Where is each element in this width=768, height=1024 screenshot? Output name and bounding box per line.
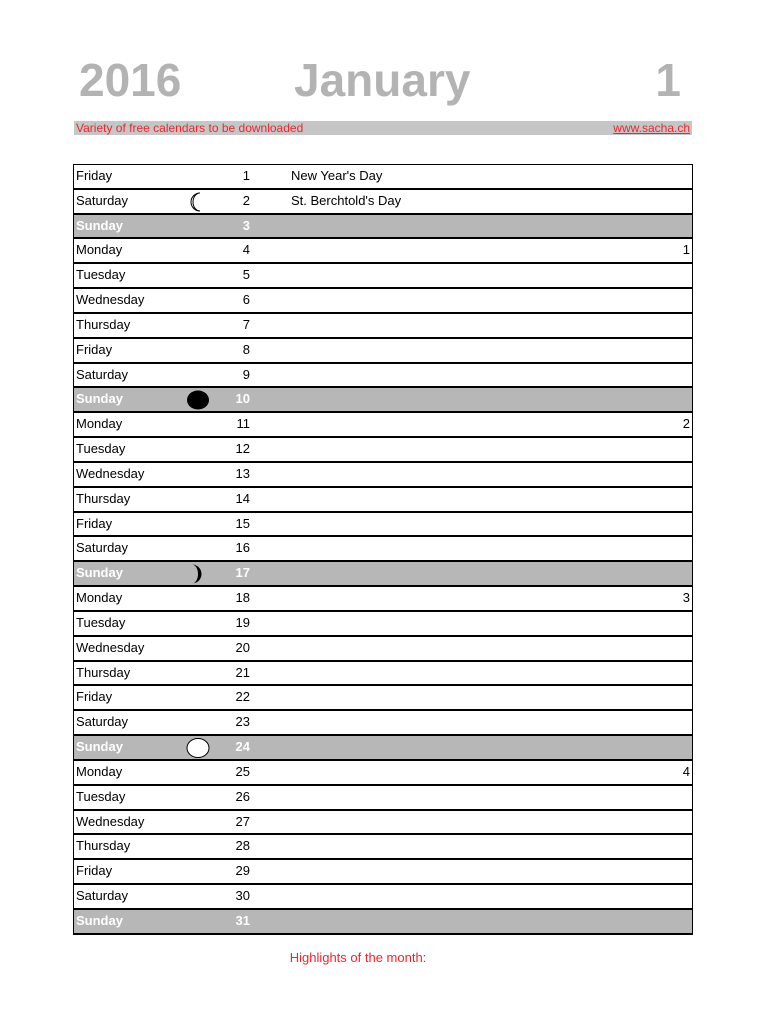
date-number: 28 — [235, 838, 250, 854]
day-row — [74, 885, 692, 910]
day-row — [74, 364, 692, 389]
day-row — [74, 711, 692, 736]
weekday-label: Monday — [76, 763, 123, 779]
promo-text: Variety of free calendars to be downloaded — [76, 121, 304, 135]
weekday-label: Friday — [76, 689, 113, 705]
date-number: 16 — [235, 540, 250, 556]
weekday-label: Thursday — [76, 316, 131, 332]
promo-banner — [74, 121, 692, 135]
website-link[interactable]: www.sacha.ch — [613, 121, 690, 135]
weekday-label: Saturday — [76, 366, 129, 382]
date-number: 11 — [236, 416, 250, 432]
weekday-label: Saturday — [76, 888, 129, 904]
weekday-label: Friday — [76, 341, 113, 357]
week-number: 2 — [682, 416, 690, 432]
date-number: 20 — [235, 639, 250, 655]
date-number: 1 — [242, 168, 250, 183]
holiday-label: New Year's Day — [291, 168, 383, 183]
day-row — [74, 662, 692, 687]
date-number: 22 — [235, 689, 250, 705]
date-number: 6 — [242, 292, 250, 308]
day-row — [74, 289, 692, 314]
day-row — [74, 339, 692, 364]
weekday-label: Wednesday — [76, 292, 145, 308]
weekday-label: Thursday — [76, 838, 131, 854]
day-row — [74, 413, 692, 438]
date-number: 26 — [235, 788, 250, 804]
date-number: 14 — [235, 490, 250, 506]
day-row — [74, 314, 692, 339]
day-row — [74, 686, 692, 711]
day-row — [74, 562, 692, 587]
day-row — [74, 388, 692, 413]
date-number: 9 — [242, 366, 250, 382]
date-number: 23 — [235, 714, 250, 730]
day-row — [74, 587, 692, 612]
weekday-label: Friday — [76, 168, 113, 183]
day-row — [74, 488, 692, 513]
day-row — [74, 537, 692, 562]
day-row — [74, 761, 692, 786]
weekday-label: Saturday — [76, 714, 129, 730]
day-row — [74, 215, 692, 240]
date-number: 4 — [242, 242, 250, 258]
weekday-label: Monday — [76, 416, 123, 432]
highlights-label: Highlights of the month: — [289, 950, 427, 965]
date-number: 13 — [235, 465, 250, 481]
day-row — [74, 835, 692, 860]
weekday-label: Monday — [76, 590, 123, 606]
weekday-label: Monday — [76, 242, 123, 258]
weekday-label: Thursday — [76, 490, 131, 506]
weekday-label: Tuesday — [76, 614, 126, 630]
day-row — [74, 239, 692, 264]
day-row — [74, 612, 692, 637]
month-number: 1 — [655, 54, 681, 106]
day-row — [74, 264, 692, 289]
date-number: 25 — [235, 763, 250, 779]
day-row — [74, 736, 692, 761]
weekday-label: Thursday — [76, 664, 131, 680]
date-number: 15 — [235, 515, 250, 531]
weekday-label: Sunday — [76, 391, 123, 407]
weekday-label: Wednesday — [76, 639, 145, 655]
date-number: 10 — [235, 391, 250, 407]
calendar-grid — [73, 164, 693, 935]
day-row — [74, 513, 692, 538]
date-number: 12 — [235, 441, 250, 457]
date-number: 29 — [235, 863, 250, 879]
day-row — [74, 637, 692, 662]
date-number: 21 — [235, 664, 250, 680]
week-number: 4 — [682, 763, 690, 779]
day-row — [74, 463, 692, 488]
weekday-label: Saturday — [76, 192, 129, 208]
weekday-label: Sunday — [76, 217, 123, 233]
date-number: 2 — [242, 192, 250, 208]
year-title: 2016 — [79, 54, 182, 106]
day-row — [74, 910, 692, 935]
weekday-label: Tuesday — [76, 788, 126, 804]
weekday-label: Tuesday — [76, 441, 126, 457]
date-number: 3 — [242, 217, 250, 233]
weekday-label: Sunday — [76, 912, 123, 928]
date-number: 27 — [235, 813, 250, 829]
day-row — [74, 860, 692, 885]
date-number: 18 — [235, 590, 250, 606]
date-number: 24 — [235, 739, 250, 755]
date-number: 7 — [242, 316, 250, 332]
weekday-label: Sunday — [76, 739, 123, 755]
day-row — [74, 438, 692, 463]
date-number: 5 — [242, 267, 250, 283]
date-number: 31 — [235, 912, 250, 928]
weekday-label: Sunday — [76, 565, 123, 581]
day-row — [74, 190, 692, 215]
weekday-label: Friday — [76, 515, 113, 531]
date-number: 19 — [235, 614, 250, 630]
date-number: 8 — [242, 341, 250, 357]
day-row — [74, 811, 692, 836]
holiday-label: St. Berchtold's Day — [291, 192, 402, 208]
month-title: January — [294, 54, 471, 106]
weekday-label: Wednesday — [76, 813, 145, 829]
date-number: 17 — [235, 565, 250, 581]
weekday-label: Tuesday — [76, 267, 126, 283]
weekday-label: Saturday — [76, 540, 129, 556]
day-row — [74, 165, 692, 190]
date-number: 30 — [235, 888, 250, 904]
weekday-label: Friday — [76, 863, 113, 879]
weekday-label: Wednesday — [76, 465, 145, 481]
week-number: 3 — [682, 590, 690, 606]
day-row — [74, 786, 692, 811]
week-number: 1 — [682, 242, 690, 258]
